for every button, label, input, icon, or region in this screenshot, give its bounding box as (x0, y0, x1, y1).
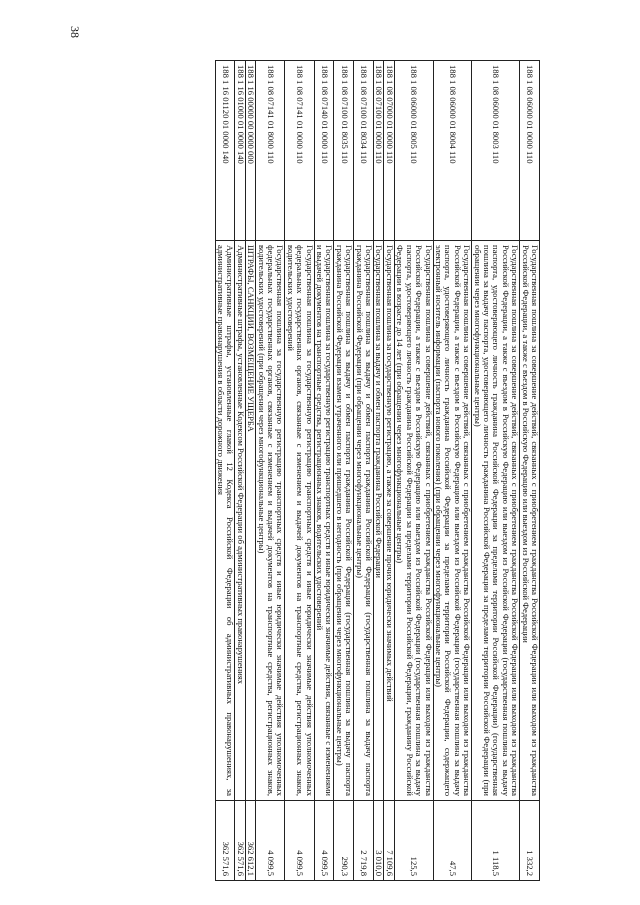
table-row (374, 61, 384, 881)
name-cell: ШТРАФЫ, САНКЦИИ, ВОЗМЕЩЕНИЕ УЩЕРБА (245, 241, 255, 801)
name-cell: Государственная пошлина за совершение действий, связанных с приобретением гражданства Российской Федерации или выходом из гражданства Российской Федерации, а также с въездом в Российскую Федерацию или выездом из Российской Федерации (государственная пошлина за выдачу паспорта, удостоверяющего личность гражданина Российской Федерации за пределами территории Российской Федерации) (государственная пошлина за выдачу паспорта, удостоверяющего личность гражданина Российской Федерации за пределами территории Российской Федерации (при обращении через многофункциональные центры) (472, 241, 520, 801)
code-cell: 188 1 08 07100 01 0000 110 (374, 61, 384, 241)
sum-cell: 4 099,5 (285, 801, 314, 881)
table-row (215, 61, 235, 881)
name-cell: Государственная пошлина за государственную регистрацию транспортных средств и иные юридически значимые действия уполномоченных федеральных государственных органов, связанные с изменением и выдачей документов на транспортные средства, регистрационных знаков, водительских удостоверений (при обращении через многофункциональные центры) (256, 241, 285, 801)
table-row (314, 61, 334, 881)
code-cell: 188 1 08 07100 01 8034 110 (354, 61, 374, 241)
table-row (354, 61, 374, 881)
sum-cell: 7 109,6 (384, 801, 394, 881)
code-cell: 188 1 08 07000 01 0000 110 (384, 61, 394, 241)
name-cell: Государственная пошлина за выдачу и обмен паспорта гражданина Российской Федерации (374, 241, 384, 801)
name-cell: Административные штрафы, установленные Кодексом Российской Федерации об административных правонарушениях (235, 241, 245, 801)
code-cell: 188 1 08 06000 01 8003 110 (472, 61, 520, 241)
table-row (235, 61, 245, 881)
code-cell: 188 1 08 06000 01 8005 110 (394, 61, 433, 241)
sum-cell: 2 719,8 (354, 801, 374, 881)
sum-cell: 362 571,6 (235, 801, 245, 881)
table-row (256, 61, 285, 881)
page-number: 38 (68, 26, 82, 38)
name-cell: Административные штрафы, установленные главой 12 Кодекса Российской Федерации об административных правонарушениях, за административные правонарушения в области дорожного движения (215, 241, 235, 801)
sum-cell: 1 118,5 (472, 801, 520, 881)
table-row (384, 61, 394, 881)
sum-cell: 362 571,6 (215, 801, 235, 881)
table-row (334, 61, 354, 881)
name-cell: Государственная пошлина за совершение действий, связанных с приобретением гражданства Российской Федерации или выходом из гражданства Российской Федерации, а также с въездом в Российскую Федерацию или выездом из Российской Федерации (государственная пошлина за выдачу паспорта, удостоверяющего личность гражданина Российской Федерации за пределами территории Российской Федерации, гражданину Российской Федерации в возрасте до 14 лет (при обращении через многофункциональные центры) (394, 241, 433, 801)
rotated-table-container (91, 60, 540, 880)
name-cell: Государственная пошлина за государственную регистрацию транспортных средств и иные юридически значимые действия уполномоченных федеральных государственных органов, связанные с изменением и выдачей документов на транспортные средства, регистрационных знаков, водительских удостоверений (285, 241, 314, 801)
table-row (245, 61, 255, 881)
code-cell: 188 1 16 00000 00 0000 000 (245, 61, 255, 241)
name-cell: Государственная пошлина за государственную регистрацию, а также за совершение прочих юридически значимых действий (384, 241, 394, 801)
table-row (433, 61, 472, 881)
code-cell: 188 1 08 07140 01 0000 110 (314, 61, 334, 241)
sum-cell: 362 612,1 (245, 801, 255, 881)
name-cell: Государственная пошлина за совершение действий, связанных с приобретением гражданства Российской Федерации или выходом из гражданства Российской Федерации, а также с въездом в Российскую Федерацию или выездом из Российской Федерации (государственная пошлина за выдачу паспорта, удостоверяющего личность гражданина Российской Федерации за пределами территории Российской Федерации, содержащего электронный носитель информации (паспорта нового поколения) (при обращении через многофункциональные центры) (433, 241, 472, 801)
sum-cell: 4 099,5 (256, 801, 285, 881)
sum-cell: 1 332,2 (520, 801, 540, 881)
sum-cell: 4 099,5 (314, 801, 334, 881)
code-cell: 188 1 16 01120 01 0000 140 (215, 61, 235, 241)
code-cell: 188 1 08 07100 01 8035 110 (334, 61, 354, 241)
name-cell: Государственная пошлина за государственную регистрацию транспортных средств и иные юридически значимые действия, связанные с изменениями и выдачей документов на транспортные средства, регистрационных знаков, водительских удостоверений (314, 241, 334, 801)
sum-cell: 47,5 (433, 801, 472, 881)
table-row (285, 61, 314, 881)
table-row (394, 61, 433, 881)
revenue-table (215, 60, 540, 881)
code-cell: 188 1 08 06000 01 8004 110 (433, 61, 472, 241)
name-cell: Государственная пошлина за выдачу и обмен паспорта гражданина Российской Федерации (государственная пошлина за выдачу паспорта гражданина Российской Федерации (при обращении через многофункциональные центры) (354, 241, 374, 801)
code-cell: 188 1 08 07141 01 8000 110 (256, 61, 285, 241)
sum-cell: 3 010,0 (374, 801, 384, 881)
table-body (215, 61, 539, 881)
name-cell: Государственная пошлина за совершение действий, связанных с приобретением гражданства Российской Федерации или выходом из гражданства Российской Федерации, а также с въездом в Российскую Федерацию или выездом из Российской Федерации (520, 241, 540, 801)
code-cell: 188 1 16 01000 01 0000 140 (235, 61, 245, 241)
sum-cell: 125,5 (394, 801, 433, 881)
table-row (520, 61, 540, 881)
name-cell: Государственная пошлина за выдачу и обмен паспорта гражданина Российской Федерации (государственная пошлина за выдачу паспорта гражданина Российской Федерации взамен утраченного или пришедшего в негодность (при обращении через многофункциональные центры) (334, 241, 354, 801)
code-cell: 188 1 08 06000 01 0000 110 (520, 61, 540, 241)
code-cell: 188 1 08 07141 01 0000 110 (285, 61, 314, 241)
sum-cell: 290,3 (334, 801, 354, 881)
table-row (472, 61, 520, 881)
